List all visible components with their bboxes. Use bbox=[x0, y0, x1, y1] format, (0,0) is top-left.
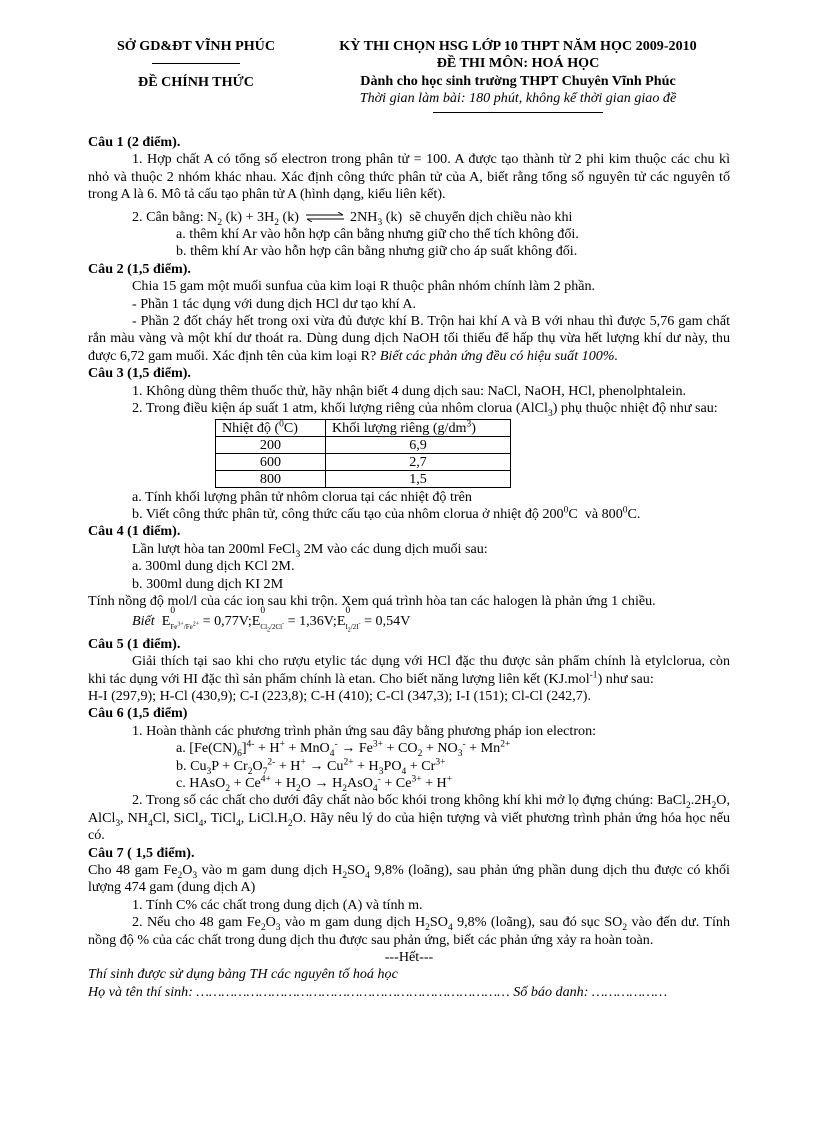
exam-title: KỲ THI CHỌN HSG LỚP 10 THPT NĂM HỌC 2009-2010 bbox=[339, 38, 697, 54]
header-right-rule bbox=[433, 112, 603, 113]
footer-note: Thí sinh được sử dụng bảng TH các nguyên tố hoá học bbox=[88, 966, 398, 983]
department-name: SỞ GD&ĐT VĨNH PHÚC bbox=[116, 38, 276, 54]
equilibrium-arrow-icon bbox=[305, 212, 345, 222]
question-7-title: Câu 7 ( 1,5 điểm). bbox=[88, 844, 195, 861]
question-3-option-b: b. Viết công thức phân tử, công thức cấu tạo của nhôm clorua ở nhiệt độ $200^0C$ và $800^0C$. bbox=[132, 505, 641, 522]
question-7-intro: Cho 48 gam $Fe_2O_3$ vào m gam dung dịch $H_2SO_4$ 9,8% (loãng), sau phản ứng phần dung dịch thu được có khối lượng 474 gam (dung dịch A) bbox=[88, 862, 730, 896]
question-2-part-1: - Phần 1 tác dụng với dung dịch HCl dư tạo khí A. bbox=[132, 295, 417, 312]
exam-duration: Thời gian làm bài: 180 phút, không kể thời gian giao đề bbox=[359, 90, 677, 107]
question-6-reaction-b: b. $Cu_3P + Cr_2O_7^{2-} + H^+ \to Cu^{2+} + H_3PO_4 + Cr^{3+}$ bbox=[176, 756, 446, 777]
table-cell-temperature: 800 bbox=[216, 470, 326, 487]
question-6-reaction-c: c. HAsO$_2$ + $Ce^{4+} + H_2O \to H_2AsO_4^- + Ce^{3+} + H^+$ bbox=[176, 774, 453, 794]
exam-audience: Dành cho học sinh trường THPT Chuyên Vĩnh Phúc bbox=[360, 72, 676, 89]
question-4-intro: Lần lượt hòa tan 200ml FeCl$_3$ 2M vào các dung dịch muối sau: bbox=[132, 540, 488, 560]
table-header-density: Khối lượng riêng $(g/dm^3)$ bbox=[326, 419, 511, 436]
table-row bbox=[216, 436, 511, 453]
table-cell-density: 2,7 bbox=[326, 453, 511, 470]
table-header-temperature: Nhiệt độ ($^0$C) bbox=[216, 419, 326, 436]
end-marker: ---Hết--- bbox=[384, 949, 434, 966]
exam-subject: ĐỀ THI MÔN: HOÁ HỌC bbox=[436, 55, 600, 72]
candidate-info-line: Họ và tên thí sinh: ………………………………………………………………… Số báo danh: ……………… bbox=[88, 983, 668, 1000]
question-3-option-a: a. Tính khối lượng phân tử nhôm clorua tại các nhiệt độ trên bbox=[132, 488, 472, 505]
question-4-potentials: Biết E 0 $_{Fe^{3+}/Fe^{2+}}$ = 0,77V;E 0 $_{Cl_2/2Cl^-}$ = 1,36V;E 0 $_{I_2/2I^-}$ = 0,54V bbox=[132, 606, 411, 634]
question-1-option-b: b. thêm khí Ar vào hỗn hợp cân bằng nhưng giữ cho áp suất không đổi. bbox=[176, 243, 578, 260]
question-5-body: Giải thích tại sao khi cho rượu etylic tác dụng với HCl đặc thu được sản phẩm chính là etylclorua, còn khi tác dụng với HI đặc thì sản phẩm chính là etan. Cho biết năng lượng liên kết (KJ.mol$^{-1}$) như sau: bbox=[88, 653, 730, 687]
header-left-rule bbox=[152, 63, 240, 64]
table-header-row bbox=[216, 419, 511, 436]
question-2-title: Câu 2 (1,5 điểm). bbox=[88, 260, 191, 277]
question-1-option-a: a. thêm khí Ar vào hỗn hợp cân bằng nhưng giữ cho thể tích không đổi. bbox=[176, 226, 579, 243]
question-1-title: Câu 1 (2 điểm). bbox=[88, 134, 181, 150]
table-cell-temperature: 600 bbox=[216, 453, 326, 470]
official-label: ĐỀ CHÍNH THỨC bbox=[138, 74, 254, 91]
header-right bbox=[318, 38, 718, 113]
table-row bbox=[216, 470, 511, 487]
question-3-title: Câu 3 (1,5 điểm). bbox=[88, 365, 191, 382]
question-6-part-2: 2. Trong số các chất cho dưới đây chất nào bốc khói trong không khí khi mở lọ đựng chúng: $BaCl_2.2H_2O$, AlCl$_3$, $NH_4Cl$, SiCl$_4$, TiCl$_4$, $LiCl.H_2O$. Hãy nêu lý do của hiện tượng và viết phương trình phản ứng hóa học nếu có. bbox=[88, 792, 731, 844]
table-row bbox=[216, 453, 511, 470]
question-1-part-1: 1. Hợp chất A có tổng số electron trong phân tử = 100. A được tạo thành từ 2 phi kim thuộc các chu kì nhỏ và thuộc 2 nhóm khác nhau. Xác định công thức phân tử của A, biết rằng tổng số nguyên tử các nguyên tố trong A là 6. Mô tả cấu tạo phân tử A (hình dạng, kiểu liên kết). bbox=[88, 151, 730, 203]
question-4-option-a: a. 300ml dung dịch KCl 2M. bbox=[132, 558, 295, 575]
question-7-part-2: 2. Nếu cho 48 gam $Fe_2O_3$ vào m gam dung dịch $H_2SO_4$ 9,8% (loãng), sau đó sục $SO_2$ vào đến dư. Tính nồng độ % của các chất trong dung dịch thu được sau phản ứng, biết các phản ứng xảy ra hoàn toàn. bbox=[88, 914, 730, 948]
question-2-intro: Chia 15 gam một muối sunfua của kim loại R thuộc phân nhóm chính làm 2 phần. bbox=[132, 278, 596, 295]
exam-content bbox=[88, 134, 730, 1001]
question-6-title: Câu 6 (1,5 điểm) bbox=[88, 705, 188, 722]
table-cell-density: 1,5 bbox=[326, 470, 511, 487]
question-4-task: Tính nồng độ mol/l của các ion sau khi trộn. Xem quá trình hòa tan các halogen là phản ứng 1 chiều. bbox=[88, 592, 656, 609]
question-4-option-b: b. 300ml dung dịch KI 2M bbox=[132, 575, 284, 592]
question-6-reaction-a: a. $[Fe(CN)_6]^{4-} + H^+ + MnO_4^- \to Fe^{3+} + CO_2 + NO_3^- + Mn^{2+}$ bbox=[176, 739, 511, 759]
question-4-title: Câu 4 (1 điểm). bbox=[88, 523, 181, 540]
question-5-bond-energies: H-I (297,9); H-Cl (430,9); C-I (223,8); C-H (410); C-Cl (347,3); I-I (151); Cl-Cl (242,7). bbox=[88, 687, 591, 704]
table-cell-temperature: 200 bbox=[216, 436, 326, 453]
question-2-part-2: - Phần 2 đốt cháy hết trong oxi vừa đủ được khí B. Trộn hai khí A và B với nhau thì được 5,76 gam chất rắn màu vàng và một khí dư thoát ra. Dùng dung dịch NaOH tối thiểu để hấp thụ vừa hết lượng khí dư này, thu được 6,72 gam muối. Xác định tên của kim loại R? Biết các phản ứng đều có hiệu suất 100%. bbox=[88, 313, 730, 364]
density-table bbox=[215, 419, 511, 488]
question-6-part-1: 1. Hoàn thành các phương trình phản ứng sau đây bằng phương pháp ion electron: bbox=[132, 722, 597, 739]
question-3-part-1: 1. Không dùng thêm thuốc thử, hãy nhận biết 4 dung dịch sau: NaCl, NaOH, HCl, phenolphtalein. bbox=[132, 382, 687, 399]
question-5-title: Câu 5 (1 điểm). bbox=[88, 635, 181, 652]
question-3-part-2: 2. Trong điều kiện áp suất 1 atm, khối lượng riêng của nhôm clorua (AlCl$_3$) phụ thuộc nhiệt độ như sau: bbox=[132, 400, 718, 419]
question-1-part-2: 2. Cân bằng: $N_2$ $(k) + 3H_2$ (k) $2NH_3$ (k) sẽ chuyển dịch chiều nào khi bbox=[132, 208, 573, 228]
header-left bbox=[88, 38, 304, 92]
question-7-part-1: 1. Tính C% các chất trong dung dịch (A) và tính m. bbox=[132, 896, 423, 913]
table-cell-density: 6,9 bbox=[326, 436, 511, 453]
